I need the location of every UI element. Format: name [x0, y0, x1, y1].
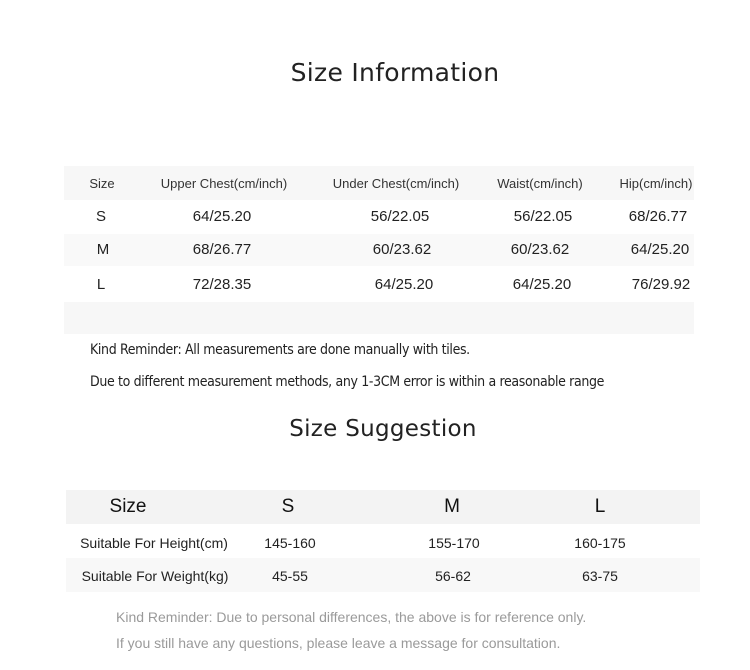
measurement-reminder: Kind Reminder: All measurements are done manually with tiles. — [90, 342, 470, 358]
cell-size: M — [96, 241, 110, 258]
cell-weight-s: 45-55 — [272, 568, 308, 584]
cell-height-m: 155-170 — [428, 535, 480, 551]
header-hip: Hip(cm/inch) — [619, 176, 693, 191]
header-under-chest: Under Chest(cm/inch) — [332, 176, 460, 191]
header-waist: Waist(cm/inch) — [497, 176, 583, 191]
row-label-height: Suitable For Height(cm) — [80, 535, 228, 551]
cell-under-chest: 60/23.62 — [372, 241, 432, 258]
cell-hip: 68/26.77 — [628, 208, 688, 225]
cell-height-l: 160-175 — [574, 535, 626, 551]
cell-hip: 64/25.20 — [630, 241, 690, 258]
cell-weight-l: 63-75 — [582, 568, 618, 584]
cell-waist: 60/23.62 — [510, 241, 570, 258]
row-label-weight: Suitable For Weight(kg) — [81, 568, 229, 584]
header-m: M — [444, 496, 460, 517]
cell-height-s: 145-160 — [264, 535, 316, 551]
measurement-error-note: Due to different measurement methods, any 1-3CM error is within a reasonable range — [90, 374, 605, 390]
cell-upper-chest: 72/28.35 — [192, 276, 252, 293]
cell-waist: 64/25.20 — [512, 276, 572, 293]
cell-size: L — [96, 276, 106, 293]
header-upper-chest: Upper Chest(cm/inch) — [160, 176, 288, 191]
cell-weight-m: 56-62 — [435, 568, 471, 584]
cell-upper-chest: 64/25.20 — [192, 208, 252, 225]
table-footer-band — [64, 302, 694, 334]
header-l: L — [594, 496, 606, 517]
consultation-note: If you still have any questions, please leave a message for consultation. — [116, 635, 561, 651]
cell-size: S — [95, 208, 107, 225]
header-s: S — [281, 496, 295, 517]
header-size: Size — [109, 496, 147, 517]
cell-under-chest: 56/22.05 — [370, 208, 430, 225]
cell-hip: 76/29.92 — [631, 276, 691, 293]
header-size: Size — [89, 176, 115, 191]
cell-waist: 56/22.05 — [513, 208, 573, 225]
cell-upper-chest: 68/26.77 — [192, 241, 252, 258]
size-information-title: Size Information — [290, 58, 500, 87]
cell-under-chest: 64/25.20 — [374, 276, 434, 293]
reference-note: Kind Reminder: Due to personal differences, the above is for reference only. — [116, 609, 587, 625]
size-suggestion-title: Size Suggestion — [289, 416, 477, 442]
